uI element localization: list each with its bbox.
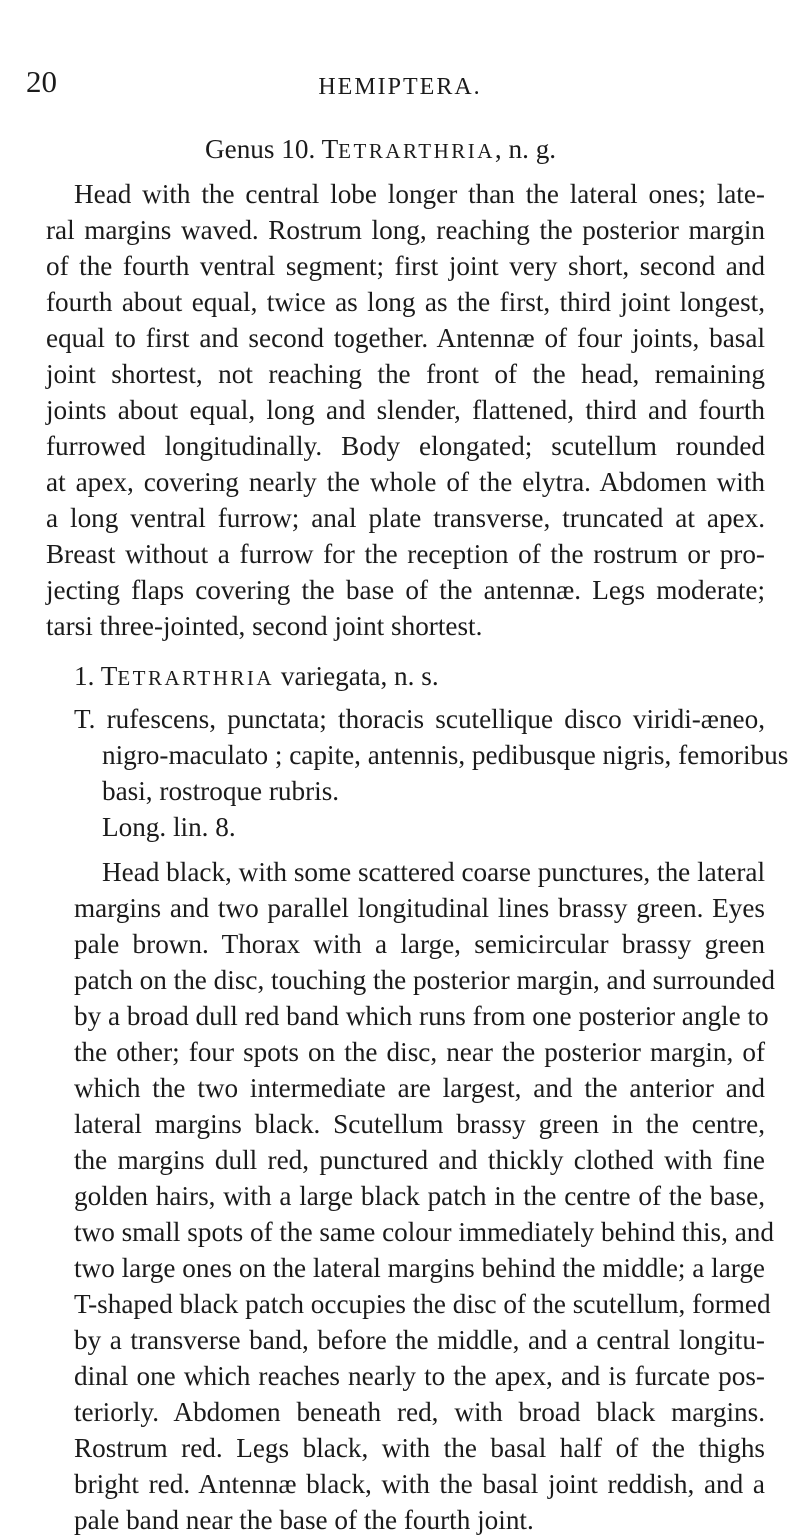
- species-1-latin-line: T. rufescens, punctata; thoracis scutellique disco viridi-æneo,: [74, 704, 765, 734]
- genus-10-description-line: at apex, covering nearly the whole of the elytra. Abdomen with: [46, 467, 765, 497]
- genus-10-description-line: equal to first and second together. Antennæ of four joints, basal: [46, 323, 765, 353]
- genus-10-description-line: Head with the central lobe longer than the lateral ones; late-: [74, 179, 765, 209]
- species-1-heading: [74, 659, 439, 695]
- genus-10-description-line: joint shortest, not reaching the front of the head, remaining: [46, 359, 765, 389]
- genus-10-description-line: joints about equal, long and slender, flattened, third and fourth: [46, 395, 765, 425]
- species-1-description-line: two small spots of the same colour immediately behind this, and: [74, 1217, 774, 1247]
- species-1-description-line: dinal one which reaches nearly to the apex, and is furcate pos-: [74, 1361, 765, 1391]
- species-1-description-line: two large ones on the lateral margins behind the middle; a large: [74, 1253, 765, 1283]
- species-1-heading-suffix: variegata, n. s.: [274, 661, 439, 691]
- species-1-description-line: the margins dull red, punctured and thickly clothed with fine: [74, 1145, 765, 1175]
- species-1-description-line: pale brown. Thorax with a large, semicircular brassy green: [74, 929, 765, 959]
- page-number: 20: [26, 64, 57, 99]
- genus-10-heading-suffix: , n. g.: [494, 134, 557, 164]
- genus-10-description-line: Breast without a furrow for the reception of the rostrum or pro-: [46, 539, 765, 569]
- genus-10-description-line: furrowed longitudinally. Body elongated; scutellum rounded: [46, 431, 765, 461]
- species-1-description-line: golden hairs, with a large black patch in the centre of the base,: [74, 1181, 765, 1211]
- species-1-latin-line: nigro-maculato ; capite, antennis, pedibusque nigris, femoribus: [102, 740, 789, 770]
- species-1-description-line: Head black, with some scattered coarse punctures, the lateral: [102, 857, 765, 887]
- species-1-description-line: teriorly. Abdomen beneath red, with broad black margins.: [74, 1397, 765, 1427]
- genus-10-description-line: jecting flaps covering the base of the antennæ. Legs moderate;: [46, 575, 765, 605]
- genus-10-name-initial: T: [321, 134, 339, 164]
- genus-10-name-rest: ETRARTHRIA: [338, 139, 495, 163]
- species-1-description-line: by a broad dull red band which runs from one posterior angle to: [74, 1001, 769, 1031]
- species-1-description-line: which the two intermediate are largest, and the anterior and: [74, 1073, 765, 1103]
- genus-10-description-line: fourth about equal, twice as long as the first, third joint longest,: [46, 287, 765, 317]
- genus-10-heading-prefix: Genus 10.: [205, 134, 322, 164]
- genus-10-heading: [205, 132, 556, 168]
- species-1-description-line: patch on the disc, touching the posterior margin, and surrounded: [74, 965, 775, 995]
- species-1-description-line: pale band near the base of the fourth joint.: [74, 1505, 534, 1535]
- species-1-description-line: bright red. Antennæ black, with the basal joint reddish, and a: [74, 1469, 765, 1499]
- species-1-description-line: the other; four spots on the disc, near the posterior margin, of: [74, 1037, 765, 1067]
- genus-10-description-line: a long ventral furrow; anal plate transverse, truncated at apex.: [46, 503, 765, 533]
- species-1-description-line: margins and two parallel longitudinal lines brassy green. Eyes: [74, 893, 765, 923]
- genus-10-description-line: ral margins waved. Rostrum long, reaching the posterior margin: [46, 215, 765, 245]
- species-1-latin-line: basi, rostroque rubris.: [102, 776, 340, 806]
- genus-10-description-line: tarsi three-jointed, second joint shortest.: [46, 611, 483, 641]
- species-1-description-line: T-shaped black patch occupies the disc of the scutellum, formed: [74, 1289, 771, 1319]
- genus-10-description-line: of the fourth ventral segment; first joint very short, second and: [46, 251, 765, 281]
- species-1-heading-prefix: 1.: [74, 661, 101, 691]
- species-1-name-rest: ETRARTHRIA: [117, 666, 275, 690]
- species-1-description-line: by a transverse band, before the middle, and a central longitu-: [74, 1325, 765, 1355]
- species-1-name-initial: T: [100, 661, 118, 691]
- running-head: HEMIPTERA.: [318, 74, 482, 100]
- species-1-measurement: Long. lin. 8.: [102, 812, 236, 842]
- species-1-description-line: Rostrum red. Legs black, with the basal half of the thighs: [74, 1433, 765, 1463]
- species-1-description-line: lateral margins black. Scutellum brassy green in the centre,: [74, 1109, 765, 1139]
